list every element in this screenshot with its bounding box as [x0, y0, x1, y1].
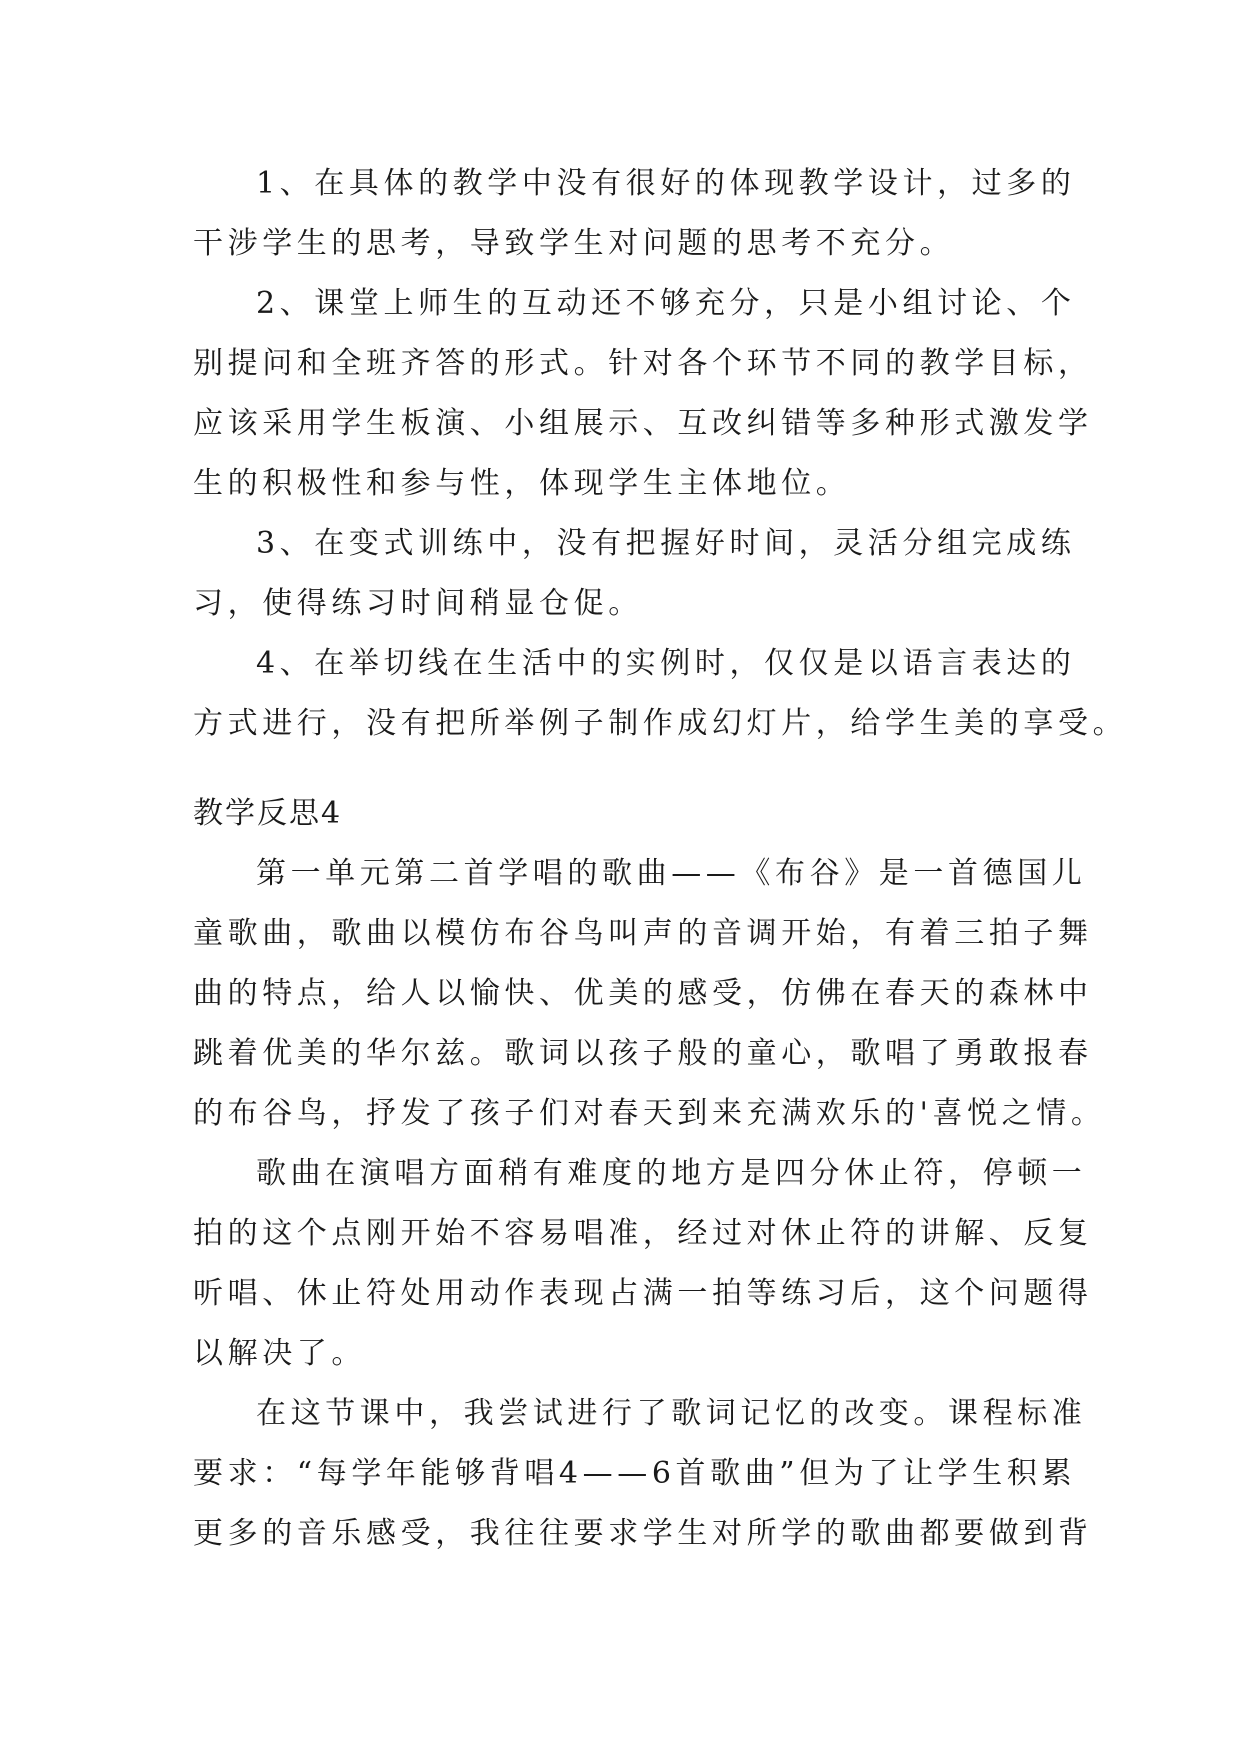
paragraph-line: 2、课堂上师生的互动还不够充分，只是小组讨论、个: [256, 286, 1076, 321]
paragraph-line: 以解决了。: [193, 1336, 366, 1371]
paragraph-line: 生的积极性和参与性，体现学生主体地位。: [193, 466, 851, 501]
paragraph-line: 曲的特点，给人以愉快、优美的感受，仿佛在春天的森林中: [193, 976, 1093, 1011]
paragraph-line: 4、在举切线在生活中的实例时，仅仅是以语言表达的: [256, 646, 1076, 681]
paragraph-line: 习，使得练习时间稍显仓促。: [193, 586, 643, 621]
section-heading: 教学反思4: [193, 796, 343, 831]
paragraph-line: 应该采用学生板演、小组展示、互改纠错等多种形式激发学: [193, 406, 1093, 441]
paragraph-line: 跳着优美的华尔兹。歌词以孩子般的童心，歌唱了勇敢报春: [193, 1036, 1093, 1071]
paragraph-line: 3、在变式训练中，没有把握好时间，灵活分组完成练: [256, 526, 1076, 561]
paragraph-line: 第一单元第二首学唱的歌曲——《布谷》是一首德国儿: [256, 856, 1087, 891]
paragraph-line: 拍的这个点刚开始不容易唱准，经过对休止符的讲解、反复: [193, 1216, 1093, 1251]
paragraph-line: 童歌曲，歌曲以模仿布谷鸟叫声的音调开始，有着三拍子舞: [193, 916, 1093, 951]
paragraph-line: 1、在具体的教学中没有很好的体现教学设计，过多的: [256, 166, 1076, 201]
paragraph-line: 干涉学生的思考，导致学生对问题的思考不充分。: [193, 226, 955, 261]
paragraph-line: 的布谷鸟，抒发了孩子们对春天到来充满欢乐的'喜悦之情。: [193, 1096, 1106, 1131]
paragraph-line: 歌曲在演唱方面稍有难度的地方是四分休止符，停顿一: [256, 1156, 1087, 1191]
paragraph-line: 方式进行，没有把所举例子制作成幻灯片，给学生美的享受。: [193, 706, 1128, 741]
paragraph-line: 更多的音乐感受，我往往要求学生对所学的歌曲都要做到背: [193, 1516, 1093, 1551]
paragraph-line: 要求：“每学年能够背唱4——6首歌曲”但为了让学生积累: [193, 1456, 1077, 1491]
paragraph-line: 别提问和全班齐答的形式。针对各个环节不同的教学目标，: [193, 346, 1093, 381]
paragraph-line: 听唱、休止符处用动作表现占满一拍等练习后，这个问题得: [193, 1276, 1093, 1311]
paragraph-line: 在这节课中，我尝试进行了歌词记忆的改变。课程标准: [256, 1396, 1087, 1431]
